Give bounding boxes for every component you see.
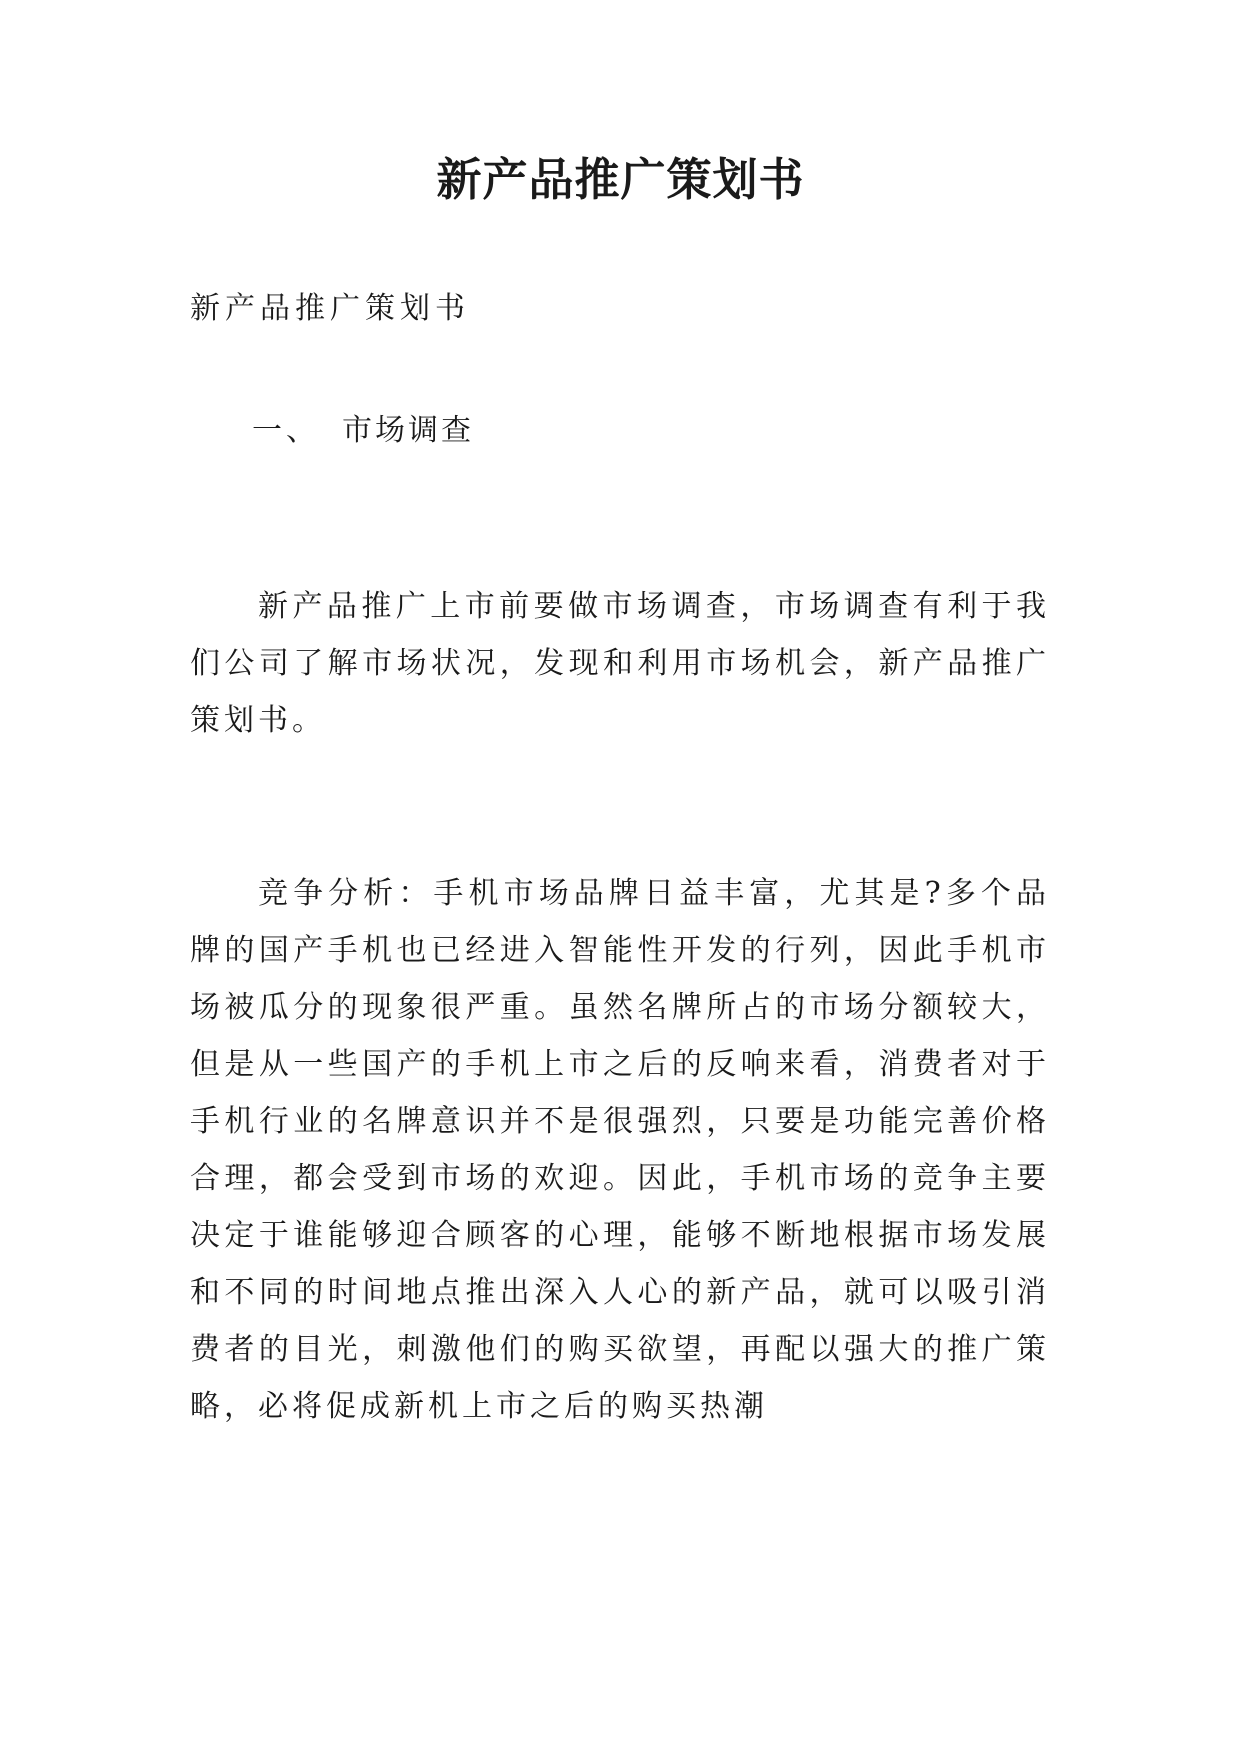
paragraph-market-research: 新产品推广上市前要做市场调查，市场调查有利于我们公司了解市场状况，发现和利用市场机会，新产品推广策划书。 bbox=[190, 589, 1050, 738]
section-heading bbox=[252, 408, 474, 454]
section-number: 一、 bbox=[252, 413, 320, 448]
document-title: 新产品推广策划书 bbox=[436, 153, 805, 206]
document-subtitle: 新产品推广策划书 bbox=[190, 291, 470, 326]
section-label: 市场调查 bbox=[342, 413, 474, 448]
paragraph-competition-analysis: 竞争分析：手机市场品牌日益丰富，尤其是?多个品牌的国产手机也已经进入智能性开发的行列，因此手机市场被瓜分的现象很严重。虽然名牌所占的市场分额较大，但是从一些国产的手机上市之后的反响来看，消费者对于手机行业的名牌意识并不是很强烈，只要是功能完善价格合理，都会受到市场的欢迎。因此，手机市场的竞争主要决定于谁能够迎合顾客的心理，能够不断地根据市场发展和不同的时间地点推出深入人心的新产品，就可以吸引消费者的目光，刺激他们的购买欲望，再配以强大的推广策略，必将促成新机上市之后的购买热潮 bbox=[190, 876, 1050, 1424]
